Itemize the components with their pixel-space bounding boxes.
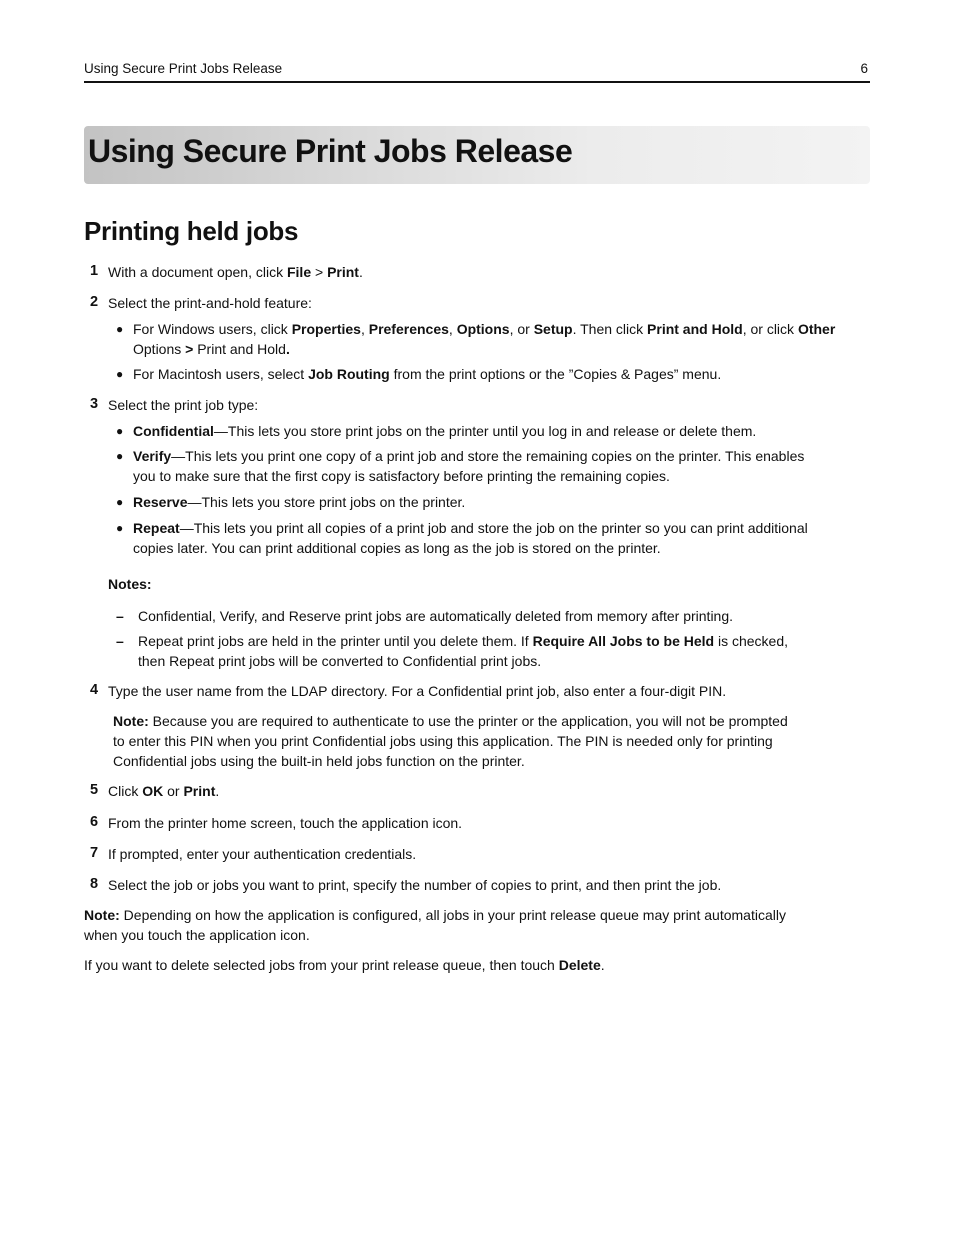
bullet-icon: ● [116, 495, 124, 509]
step-number: 1 [90, 263, 99, 279]
text-run: > [311, 264, 328, 280]
text-run: Options [133, 341, 182, 357]
text-run: If you want to delete selected jobs from your print release queue, then touch [84, 957, 559, 973]
bold-term: Job Routing [308, 366, 390, 382]
bold-term: Options [456, 321, 510, 337]
text-run: , or [509, 321, 534, 337]
running-title: Using Secure Print Jobs Release [84, 61, 283, 76]
bold-term: Note: [113, 713, 149, 729]
bullet-icon: ● [116, 322, 124, 336]
step-note-line [113, 731, 773, 751]
text-run: you to make sure that the first copy is satisfactory before printing the remaining copies. [133, 468, 670, 484]
bullet-text [133, 364, 721, 384]
text-run: then Repeat print jobs will be converted to Confidential print jobs. [138, 653, 542, 669]
step-text [108, 395, 258, 415]
text-run: Confidential jobs using the built-in held jobs function on the printer. [113, 753, 525, 769]
step-number: 8 [90, 876, 99, 892]
bullet-icon: ● [116, 367, 124, 381]
page-number: 6 [860, 61, 868, 76]
final-paragraph [84, 955, 605, 975]
step-note-line [113, 711, 788, 731]
bold-term: Require All Jobs to be Held [532, 633, 715, 649]
bullet-text [133, 339, 290, 359]
note-item-text [138, 606, 733, 626]
note-item-text [138, 631, 788, 651]
text-run: —This lets you print all copies of a print job and store the job on the printer so you can print additional [179, 520, 808, 536]
bullet-icon: ● [116, 521, 124, 535]
step-text [108, 844, 416, 864]
bold-term: Reserve [133, 494, 188, 510]
text-run: —This lets you store print jobs on the printer until you log in and release or delete them. [213, 423, 757, 439]
text-run: or [163, 783, 184, 799]
note-item-text [138, 651, 541, 671]
text-run: Select the print job type: [108, 397, 259, 413]
final-note-line [84, 925, 310, 945]
text-run: Type the user name from the LDAP directory. For a Confidential print job, also enter a four-digit PIN. [108, 683, 727, 699]
bold-term: OK [142, 783, 164, 799]
bullet-icon: ● [116, 449, 124, 463]
bold-term: Setup [533, 321, 573, 337]
step-text [108, 813, 462, 833]
bullet-text [133, 538, 661, 558]
text-run: Depending on how the application is configured, all jobs in your print release queue may print automatically [119, 907, 786, 923]
dash-icon: – [116, 608, 124, 624]
text-run: . Then click [572, 321, 648, 337]
step-number: 5 [90, 782, 99, 798]
text-run: From the printer home screen, touch the application icon. [108, 815, 463, 831]
bold-term: Note: [84, 907, 120, 923]
text-run: . [358, 264, 363, 280]
bold-term: Print and Hold [647, 321, 743, 337]
text-run: . [215, 783, 220, 799]
text-run: is checked, [714, 633, 789, 649]
text-run: when you touch the application icon. [84, 927, 310, 943]
step-number: 7 [90, 845, 99, 861]
chapter-banner [84, 126, 870, 184]
bold-term: Verify [133, 448, 172, 464]
text-run: , or click [742, 321, 798, 337]
text-run: copies later. You can print additional copies as long as the job is stored on the printer. [133, 540, 661, 556]
bold-term: File [286, 264, 312, 280]
text-run: Confidential, Verify, and Reserve print jobs are automatically deleted from memory after printing. [138, 608, 734, 624]
section-title: Printing held jobs [84, 216, 299, 246]
step-number: 3 [90, 396, 99, 412]
bold-term: Properties [291, 321, 361, 337]
text-run: For Macintosh users, select [133, 366, 309, 382]
step-text [108, 875, 721, 895]
final-note-line [84, 905, 786, 925]
notes-label: Notes: [108, 576, 152, 592]
step-text [108, 293, 312, 313]
bold-term: Preferences [368, 321, 449, 337]
bullet-text [133, 466, 670, 486]
text-run: , [360, 321, 369, 337]
step-number: 6 [90, 814, 99, 830]
bold-term: Confidential [133, 423, 214, 439]
text-run: . [600, 957, 605, 973]
step-note-line [113, 751, 525, 771]
bullet-icon: ● [116, 424, 124, 438]
text-run: from the print options or the ”Copies & Pages” menu. [389, 366, 722, 382]
text-run: , [448, 321, 457, 337]
text-run: Print and Hold [197, 341, 286, 357]
text-run: —This lets you store print jobs on the printer. [187, 494, 466, 510]
text-run: —This lets you print one copy of a print job and store the remaining copies on the printer. This enables [171, 448, 805, 464]
step-text [108, 681, 726, 701]
bold-term: . [285, 341, 290, 357]
step-text [108, 262, 363, 282]
bullet-text [133, 319, 835, 339]
bold-term: Repeat [133, 520, 180, 536]
bullet-text [133, 446, 804, 466]
text-run: Select the job or jobs you want to print, specify the number of copies to print, and then print the job. [108, 877, 722, 893]
bold-term: > [181, 341, 198, 357]
bullet-text [133, 518, 808, 538]
text-run: If prompted, enter your authentication credentials. [108, 846, 417, 862]
bullet-text [133, 492, 465, 512]
running-header [84, 61, 870, 83]
bold-term: Other [797, 321, 836, 337]
step-text [108, 781, 219, 801]
text-run: With a document open, click [108, 264, 287, 280]
bold-term: Delete [558, 957, 601, 973]
text-run: Because you are required to authenticate to use the printer or the application, you will not be prompted [148, 713, 788, 729]
bullet-text [133, 421, 756, 441]
text-run: Click [108, 783, 143, 799]
text-run: For Windows users, click [133, 321, 292, 337]
text-run: Repeat print jobs are held in the printer until you delete them. If [138, 633, 533, 649]
text-run: Select the print-and-hold feature: [108, 295, 312, 311]
step-number: 2 [90, 294, 99, 310]
text-run: to enter this PIN when you print Confidential jobs using this application. The PIN is needed only for printing [113, 733, 773, 749]
dash-icon: – [116, 633, 124, 649]
step-number: 4 [90, 682, 99, 698]
chapter-title: Using Secure Print Jobs Release [88, 133, 573, 169]
bold-term: Print [183, 783, 216, 799]
bold-term: Print [327, 264, 359, 280]
